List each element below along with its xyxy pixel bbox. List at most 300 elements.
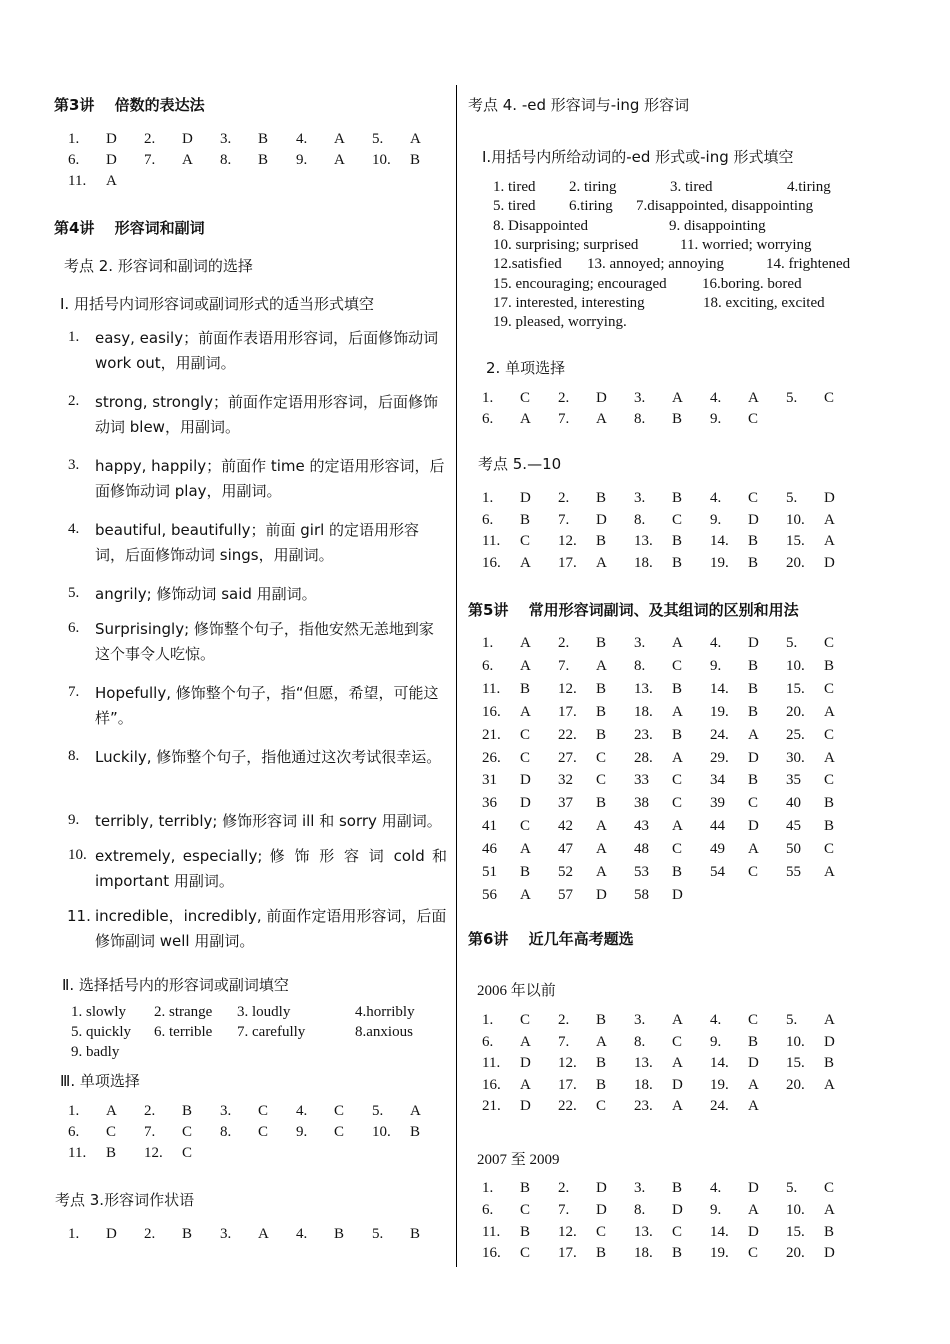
question-number: 15. — [786, 1055, 805, 1072]
answer-letter: A — [596, 818, 607, 835]
answer-letter: D — [824, 554, 835, 571]
ed-ing-answer: 11. worried; worrying — [680, 236, 812, 253]
word-choice: 4.horribly — [355, 1004, 415, 1020]
question-number: 15. — [786, 1223, 805, 1240]
answer-letter: A — [672, 703, 683, 720]
question-number: 9. — [296, 1124, 308, 1140]
explanation-text: happy, happily；前面作 time 的定语用形容词，后面修饰动词 play，用副词。 — [95, 457, 445, 500]
answer-letter: D — [672, 886, 683, 903]
question-number: 21. — [482, 1098, 501, 1115]
question-number: 57 — [558, 886, 573, 903]
ed-ing-answer: 2. tiring — [569, 179, 617, 195]
answer-letter: B — [596, 533, 607, 549]
kaodian-3-heading: 考点 3.形容词作状语 — [55, 1191, 195, 1209]
question-number: 19. — [710, 703, 729, 720]
question-number: 6. — [482, 1201, 494, 1218]
answer-letter: D — [182, 131, 193, 147]
answer-letter: B — [520, 864, 531, 880]
word-choice: 9. badly — [71, 1044, 120, 1060]
section-6-title: 第6讲 近几年高考题选 — [468, 930, 634, 948]
explanation-text: terribly, terribly; 修饰形容词 ill 和 sorry 用副词。 — [95, 812, 442, 830]
question-number: 7. — [558, 1033, 570, 1050]
part-2-heading: Ⅱ. 选择括号内的形容词或副词填空 — [62, 976, 289, 994]
answer-letter: C — [824, 772, 835, 789]
question-number: 5. — [786, 1180, 798, 1196]
question-number: 20. — [786, 703, 805, 720]
answer-letter: D — [520, 795, 531, 812]
answer-letter: A — [258, 1226, 269, 1242]
word-choice: 6. terrible — [154, 1024, 213, 1040]
column-divider — [456, 85, 457, 1267]
answer-letter: A — [520, 703, 531, 720]
answer-letter: C — [824, 841, 835, 858]
question-number: 8. — [634, 411, 646, 427]
answer-letter: B — [596, 1012, 607, 1028]
question-number: 16. — [482, 554, 501, 571]
question-number: 2. — [558, 390, 570, 406]
answer-letter: A — [520, 886, 531, 903]
answer-letter: A — [748, 726, 759, 743]
answer-letter: B — [748, 1033, 759, 1050]
question-number: 6. — [482, 411, 494, 427]
question-number: 12. — [144, 1145, 163, 1161]
word-choice: 5. quickly — [71, 1024, 131, 1040]
answer-letter: C — [824, 635, 835, 651]
answer-letter: D — [520, 1055, 531, 1072]
explanation-text: Luckily, 修饰整个句子，指他通过这次考试很幸运。 — [95, 748, 442, 766]
answer-letter: C — [824, 680, 835, 697]
answer-letter: A — [334, 152, 345, 168]
answer-letter: B — [410, 1226, 421, 1242]
question-number: 10. — [372, 1124, 391, 1140]
question-number: 8. — [634, 511, 646, 528]
kaodian-4-heading: 考点 4. -ed 形容词与-ing 形容词 — [468, 96, 690, 114]
answer-letter: B — [748, 554, 759, 571]
question-number: 18. — [634, 703, 653, 720]
answer-letter: A — [520, 635, 531, 651]
ed-ing-answer: 3. tired — [670, 179, 713, 195]
question-number: 1. — [482, 635, 494, 651]
section-5-title: 第5讲 常用形容词副词、及其组词的区别和用法 — [468, 601, 799, 619]
question-number: 41 — [482, 818, 497, 835]
question-number: 4. — [296, 1226, 308, 1242]
question-number: 17. — [558, 1245, 577, 1262]
question-number: 32 — [558, 772, 573, 789]
answer-letter: A — [748, 841, 759, 858]
answer-letter: D — [106, 131, 117, 147]
answer-letter: D — [596, 1201, 607, 1218]
question-number: 16. — [482, 703, 501, 720]
section-4-title: 第4讲 形容词和副词 — [54, 219, 205, 237]
answer-letter: B — [520, 511, 531, 528]
answer-letter: B — [824, 1055, 835, 1072]
answer-letter: A — [520, 554, 531, 571]
question-number: 9. — [710, 657, 722, 674]
question-number: 10. — [786, 511, 805, 528]
answer-letter: B — [596, 795, 607, 812]
ed-ing-answer: 13. annoyed; annoying — [587, 256, 725, 273]
question-number: 54 — [710, 864, 725, 880]
question-number: 17. — [558, 703, 577, 720]
answer-letter: C — [672, 1033, 683, 1050]
question-number: 10. — [786, 1033, 805, 1050]
question-number: 1. — [482, 390, 494, 406]
answer-letter: C — [520, 749, 531, 766]
item-number: 9. — [68, 812, 80, 828]
answer-letter: B — [672, 1180, 683, 1196]
answer-letter: A — [824, 1012, 835, 1028]
answer-letter: C — [596, 772, 607, 789]
question-number: 5. — [786, 490, 798, 506]
ed-ing-answer: 14. frightened — [766, 256, 851, 273]
answer-letter: B — [596, 680, 607, 697]
question-number: 21. — [482, 726, 501, 743]
question-number: 19. — [710, 1076, 729, 1093]
question-number: 10. — [786, 657, 805, 674]
answer-letter: B — [334, 1226, 345, 1242]
question-number: 15. — [786, 533, 805, 549]
answer-letter: C — [824, 390, 835, 406]
word-choice: 8.anxious — [355, 1024, 413, 1040]
question-number: 40 — [786, 795, 801, 812]
answer-letter: C — [596, 1098, 607, 1115]
question-number: 1. — [482, 1180, 494, 1196]
question-number: 2. — [558, 1180, 570, 1196]
answer-letter: B — [520, 1180, 531, 1196]
answer-letter: B — [596, 490, 607, 506]
ed-ing-answer: 6.tiring — [569, 198, 613, 215]
answer-letter: B — [672, 1245, 683, 1262]
answer-letter: C — [182, 1124, 193, 1140]
item-number: 7. — [68, 684, 80, 700]
question-number: 49 — [710, 841, 725, 858]
question-number: 4. — [710, 635, 722, 651]
answer-letter: A — [672, 1012, 683, 1028]
answer-letter: A — [824, 1201, 835, 1218]
question-number: 14. — [710, 533, 729, 549]
word-choice: 3. loudly — [237, 1004, 291, 1020]
ed-ing-answer: 9. disappointing — [669, 217, 766, 234]
ed-ing-answer: 16.boring. bored — [702, 275, 802, 292]
answer-letter: C — [824, 726, 835, 743]
question-number: 14. — [710, 1223, 729, 1240]
question-number: 36 — [482, 795, 497, 812]
answer-letter: D — [748, 749, 759, 766]
question-number: 6. — [68, 1124, 80, 1140]
question-number: 11. — [482, 680, 501, 697]
question-number: 16. — [482, 1076, 501, 1093]
answer-letter: A — [520, 841, 531, 858]
word-choice: 7. carefully — [237, 1024, 306, 1040]
question-number: 33 — [634, 772, 649, 789]
answer-letter: A — [672, 1098, 683, 1115]
question-number: 8. — [220, 1124, 232, 1140]
question-number: 48 — [634, 841, 649, 858]
answer-letter: A — [596, 841, 607, 858]
explanation-text: beautiful, beautifully；前面 girl 的定语用形容词，后面修饰动词 sings，用副词。 — [95, 521, 420, 564]
question-number: 7. — [144, 152, 156, 168]
question-number: 10. — [372, 152, 391, 168]
answer-letter: B — [748, 680, 759, 697]
question-number: 6. — [68, 152, 80, 168]
question-number: 3. — [634, 635, 646, 651]
ed-ing-answer: 8. Disappointed — [493, 217, 588, 234]
answer-letter: D — [596, 390, 607, 406]
answer-letter: C — [334, 1103, 345, 1119]
answer-letter: B — [824, 1223, 835, 1240]
question-number: 24. — [710, 726, 729, 743]
answer-letter: C — [520, 726, 531, 743]
item-number: 8. — [68, 748, 80, 764]
question-number: 1. — [68, 1103, 80, 1119]
question-number: 9. — [296, 152, 308, 168]
answer-letter: C — [182, 1145, 193, 1161]
answer-letter: B — [748, 772, 759, 789]
question-number: 4. — [296, 131, 308, 147]
item-number: 6. — [68, 620, 80, 636]
question-number: 53 — [634, 864, 649, 880]
answer-letter: A — [672, 749, 683, 766]
question-number: 12. — [558, 1223, 577, 1240]
answer-letter: D — [748, 1223, 759, 1240]
question-number: 5. — [786, 390, 798, 406]
question-number: 8. — [220, 152, 232, 168]
question-number: 23. — [634, 1098, 653, 1115]
answer-letter: D — [596, 511, 607, 528]
word-choice: 1. slowly — [71, 1004, 127, 1020]
question-number: 13. — [634, 1223, 653, 1240]
question-number: 17. — [558, 554, 577, 571]
question-number: 6. — [482, 1033, 494, 1050]
question-number: 50 — [786, 841, 801, 858]
question-number: 44 — [710, 818, 725, 835]
question-number: 7. — [558, 411, 570, 427]
answer-letter: D — [824, 490, 835, 506]
answer-letter: D — [824, 1245, 835, 1262]
question-number: 7. — [558, 657, 570, 674]
question-number: 11. — [482, 1055, 501, 1072]
question-number: 11. — [482, 1223, 501, 1240]
question-number: 45 — [786, 818, 801, 835]
answer-letter: C — [334, 1124, 345, 1140]
answer-letter: B — [824, 795, 835, 812]
answer-letter: A — [748, 1201, 759, 1218]
answer-letter: C — [596, 749, 607, 766]
question-number: 18. — [634, 554, 653, 571]
answer-letter: A — [824, 749, 835, 766]
answer-letter: A — [106, 1103, 117, 1119]
question-number: 23. — [634, 726, 653, 743]
ed-ing-answer: 5. tired — [493, 198, 536, 215]
question-number: 22. — [558, 1098, 577, 1115]
question-number: 20. — [786, 554, 805, 571]
question-number: 39 — [710, 795, 725, 812]
answer-letter: D — [596, 1180, 607, 1196]
answer-letter: C — [520, 533, 531, 549]
question-number: 34 — [710, 772, 725, 789]
answer-letter: B — [748, 533, 759, 549]
section-3-title: 第3讲 倍数的表达法 — [54, 96, 205, 114]
answer-letter: A — [410, 1103, 421, 1119]
question-number: 11. — [68, 173, 87, 189]
item-number: 1. — [68, 329, 80, 345]
question-number: 20. — [786, 1245, 805, 1262]
question-number: 5. — [786, 1012, 798, 1028]
answer-letter: C — [748, 864, 759, 880]
question-number: 38 — [634, 795, 649, 812]
question-number: 15. — [786, 680, 805, 697]
answer-letter: B — [258, 152, 269, 168]
question-number: 9. — [710, 511, 722, 528]
question-number: 3. — [634, 1180, 646, 1196]
question-number: 5. — [372, 131, 384, 147]
question-number: 28. — [634, 749, 653, 766]
item-number: 4. — [68, 521, 80, 537]
question-number: 26. — [482, 749, 501, 766]
word-choice: 2. strange — [154, 1004, 213, 1020]
answer-letter: C — [596, 1223, 607, 1240]
ed-ing-answer: 4.tiring — [787, 179, 831, 195]
answer-letter: A — [824, 864, 835, 880]
question-number: 14. — [710, 1055, 729, 1072]
answer-letter: D — [748, 1180, 759, 1196]
question-number: 7. — [144, 1124, 156, 1140]
question-number: 13. — [634, 680, 653, 697]
explanation-text: strong, strongly；前面作定语用形容词，后面修饰动词 blew，用副词。 — [95, 393, 439, 436]
answer-letter: A — [520, 1033, 531, 1050]
answer-letter: D — [106, 1226, 117, 1242]
explanation-text: angrily; 修饰动词 said 用副词。 — [95, 585, 317, 603]
answer-letter: D — [748, 511, 759, 528]
ed-ing-answer: 18. exciting, excited — [703, 294, 825, 311]
question-number: 18. — [634, 1245, 653, 1262]
answer-letter: B — [672, 726, 683, 743]
ed-ing-answer: 15. encouraging; encouraged — [493, 275, 667, 292]
question-number: 8. — [634, 1033, 646, 1050]
answer-letter: A — [824, 511, 835, 528]
question-number: 3. — [220, 1103, 232, 1119]
answer-letter: B — [748, 657, 759, 674]
question-number: 35 — [786, 772, 801, 789]
answer-letter: A — [672, 635, 683, 651]
question-number: 5. — [372, 1226, 384, 1242]
answer-letter: C — [748, 411, 759, 427]
answer-letter: B — [596, 1076, 607, 1093]
answer-letter: A — [182, 152, 193, 168]
answer-letter: C — [672, 657, 683, 674]
answer-letter: A — [748, 390, 759, 406]
answer-letter: B — [258, 131, 269, 147]
item-number: 10. — [68, 847, 87, 863]
question-number: 20. — [786, 1076, 805, 1093]
item-number: 2. — [68, 393, 80, 409]
answer-letter: B — [824, 818, 835, 835]
question-number: 11. — [68, 1145, 87, 1161]
answer-letter: C — [520, 390, 531, 406]
answer-letter: A — [410, 131, 421, 147]
question-number: 5. — [372, 1103, 384, 1119]
question-number: 12. — [558, 533, 577, 549]
answer-letter: D — [672, 1076, 683, 1093]
question-number: 11. — [482, 533, 501, 549]
answer-letter: B — [410, 1124, 421, 1140]
answer-letter: D — [672, 1201, 683, 1218]
explanation-text: Surprisingly; 修饰整个句子，指他安然无恙地到家这个事令人吃惊。 — [95, 620, 434, 663]
answer-letter: C — [520, 1245, 531, 1262]
answer-letter: B — [596, 635, 607, 651]
answer-letter: A — [596, 657, 607, 674]
year-range-2: 2007 至 2009 — [477, 1152, 560, 1168]
answer-letter: A — [748, 1076, 759, 1093]
answer-letter: B — [106, 1145, 117, 1161]
answer-letter: A — [520, 411, 531, 427]
answer-letter: B — [672, 490, 683, 506]
question-number: 10. — [786, 1201, 805, 1218]
answer-letter: B — [824, 657, 835, 674]
question-number: 9. — [710, 1201, 722, 1218]
answer-letter: B — [672, 533, 683, 549]
question-number: 14. — [710, 680, 729, 697]
part-3-heading: Ⅲ. 单项选择 — [60, 1072, 140, 1090]
question-number: 12. — [558, 680, 577, 697]
question-number: 29. — [710, 749, 729, 766]
question-number: 2. — [558, 635, 570, 651]
answer-letter: B — [672, 554, 683, 571]
ed-ing-answer: 1. tired — [493, 179, 536, 195]
question-number: 3. — [634, 1012, 646, 1028]
explanation-text: extremely, especially; 修 饰 形 容 词 cold 和 important 用副词。 — [95, 847, 447, 890]
answer-letter: B — [596, 1055, 607, 1072]
answer-letter: D — [748, 635, 759, 651]
answer-letter: C — [748, 490, 759, 506]
question-number: 2. — [144, 131, 156, 147]
answer-letter: C — [748, 795, 759, 812]
answer-letter: A — [596, 1033, 607, 1050]
answer-letter: D — [520, 1098, 531, 1115]
kaodian-5-heading: 考点 5.—10 — [478, 455, 562, 473]
answer-letter: C — [520, 1012, 531, 1028]
question-number: 16. — [482, 1245, 501, 1262]
answer-letter: C — [672, 841, 683, 858]
question-number: 3. — [634, 490, 646, 506]
question-number: 3. — [220, 1226, 232, 1242]
answer-letter: B — [410, 152, 421, 168]
answer-letter: D — [520, 490, 531, 506]
question-number: 13. — [634, 1055, 653, 1072]
question-number: 46 — [482, 841, 497, 858]
answer-letter: C — [748, 1245, 759, 1262]
ed-ing-answer: 12.satisfied — [493, 256, 562, 273]
answer-letter: C — [672, 795, 683, 812]
answer-letter: D — [748, 1055, 759, 1072]
question-number: 4. — [710, 1012, 722, 1028]
ed-ing-answer: 7.disappointed, disappointing — [636, 198, 814, 215]
answer-letter: C — [520, 1201, 531, 1218]
ed-ing-answer: 17. interested, interesting — [493, 294, 645, 311]
question-number: 27. — [558, 749, 577, 766]
question-number: 22. — [558, 726, 577, 743]
explanation-text: incredible，incredibly, 前面作定语用形容词，后面修饰副词 well 用副词。 — [95, 907, 447, 950]
answer-letter: A — [824, 703, 835, 720]
answer-letter: A — [520, 657, 531, 674]
answer-letter: B — [520, 1223, 531, 1240]
answer-letter: A — [672, 390, 683, 406]
question-number: 37 — [558, 795, 573, 812]
answer-letter: A — [672, 818, 683, 835]
question-number: 2. — [144, 1226, 156, 1242]
question-number: 1. — [68, 131, 80, 147]
answer-letter: C — [672, 772, 683, 789]
